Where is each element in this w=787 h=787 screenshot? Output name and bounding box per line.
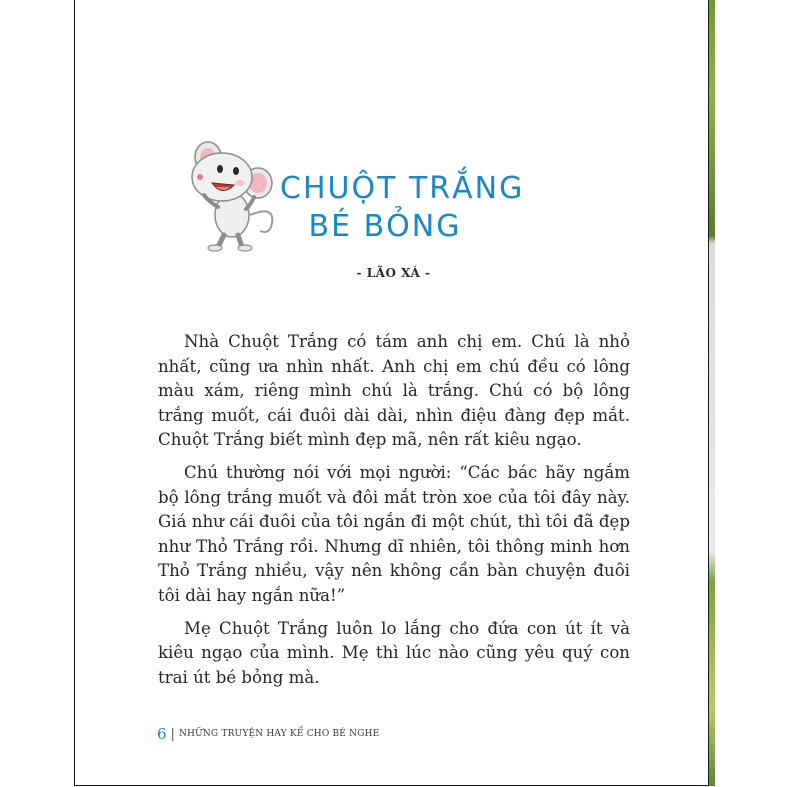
page-number: 6 <box>157 725 167 743</box>
story-paragraph: Mẹ Chuột Trắng luôn lo lắng cho đứa con út ít và kiêu ngạo của mình. Mẹ thì lúc nào cũng yêu quý con trai út bé bỏng mà. <box>158 618 630 687</box>
footer-separator: | <box>170 726 175 742</box>
page-footer <box>157 724 379 744</box>
story-title <box>280 170 525 246</box>
next-page-edge <box>709 0 715 786</box>
story-paragraph: Nhà Chuột Trắng có tám anh chị em. Chú là nhỏ nhất, cũng ưa nhìn nhất. Anh chị em chú đều có lông màu xám, riêng mình chú là trắng. Chú có bộ lông trắng muốt, cái đuôi dài dài, nhìn điệu đàng đẹp mắt. Chuột Trắng biết mình đẹp mã, nên rất kiêu ngạo. <box>158 332 630 449</box>
story-title-line-2: BÉ BỎNG <box>308 209 462 244</box>
book-title: NHỮNG TRUYỆN HAY KỂ CHO BÉ NGHE <box>178 729 380 739</box>
story-title-line-1: CHUỘT TRẮNG <box>280 171 525 206</box>
story-body <box>158 330 630 699</box>
white-mouse-illustration <box>180 135 280 255</box>
story-author: - LÃO XÁ - <box>356 266 431 280</box>
story-paragraph: Chú thường nói với mọi người: “Các bác hãy ngắm bộ lông trắng muốt và đôi mắt tròn xoe của tôi đây này. Giá như cái đuôi của tôi ngắn đi một chút, thì tôi đã đẹp như Thỏ Trắng rồi. Nhưng dĩ nhiên, tôi thông minh hơn Thỏ Trắng nhiều, vậy nên không cần bàn chuyện đuôi tôi dài hay ngắn nữa!” <box>158 463 630 605</box>
